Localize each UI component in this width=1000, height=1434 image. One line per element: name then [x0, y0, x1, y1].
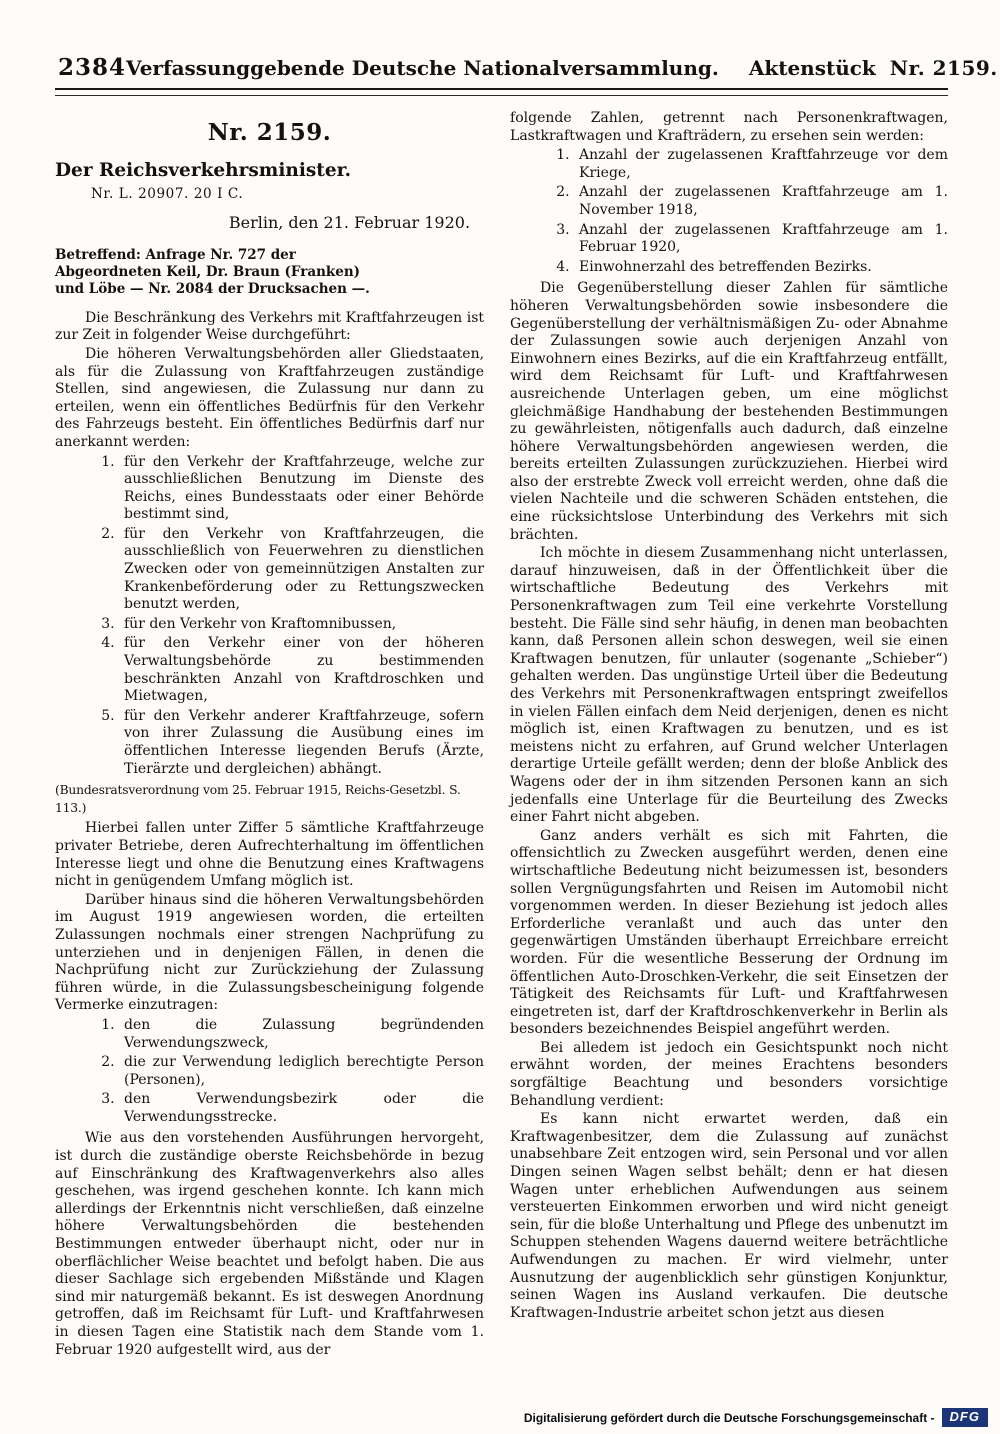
list-item: 4. für den Verkehr einer von der höheren Verwaltungsbehörde zu bestimmenden beschränkten Anzahl von Kraftdroschken und Mietwagen, [119, 635, 484, 705]
dateline: Berlin, den 21. Februar 1920. [228, 212, 471, 232]
list-item: 5. für den Verkehr anderer Kraftfahrzeuge, sofern von ihrer Zulassung die Ausübung eines im öffentlichen Interesse liegenden Berufs (Ärzte, Tierärzte und dergleichen) abhängt. [119, 708, 484, 778]
left-column-body [55, 310, 484, 1359]
list-item: 2. Anzahl der zugelassenen Kraftfahrzeuge am 1. November 1918, [574, 184, 948, 219]
source-note: (Bundesratsverordnung vom 25. Februar 1915, Reichs-Gesetzbl. S. 113.) [55, 783, 461, 815]
file-reference: Nr. L. 20907. 20 I C. [91, 186, 244, 203]
numbered-list [55, 1017, 484, 1127]
paragraph: folgende Zahlen, getrennt nach Personenkraftwagen, Lastkraftwagen und Krafträdern, zu ersehen sein werden: [510, 110, 948, 144]
left-column [55, 110, 484, 1360]
list-item: 4. Einwohnerzahl des betreffenden Bezirks. [574, 259, 948, 277]
list-item: 1. den die Zulassung begründenden Verwendungszweck, [119, 1017, 484, 1052]
document-number-heading: Nr. 2159. [207, 119, 332, 146]
paragraph: Es kann nicht erwartet werden, daß ein Kraftwagenbesitzer, dem die Zulassung auf zunächst unabsehbare Zeit entzogen wird, sein Personal und vor allen Dingen seinen Wagen selbst behält; denn er hat diesen Wagen unter erheblichen Aufwendungen aus seinem versteuerten Einkommen erworben und wird nicht geneigt sein, für die bloße Unterhaltung und Pflege des unbenutzt im Schuppen stehenden Wagens dauernd weitere beträchtliche Aufwendungen zu machen. Er wird vielmehr, unter Ausnutzung der augenblicklich sehr günstigen Konjunktur, seinen Wagen ins Ausland verkaufen. Die deutsche Kraftwagen-Industrie arbeitet schon jetzt aus diesen [510, 1111, 948, 1321]
header-rule [55, 88, 948, 96]
page-number: 2384 [58, 54, 127, 81]
list-item: 3. Anzahl der zugelassenen Kraftfahrzeuge am 1. Februar 1920, [574, 222, 948, 257]
paragraph: Ganz anders verhält es sich mit Fahrten, die offensichtlich zu Zwecken ausgeführt werden, denen eine wirtschaftliche Bedeutung nicht beizumessen ist, besonders sollen Vergnügungsfahrten und Reisen im Automobil nicht vorgenommen werden. In dieser Beziehung ist jedoch alles Erforderliche veranlaßt und auch das unter den gegenwärtigen Umständen überhaupt Erreichbare erreicht worden. Für die wesentliche Besserung der Ordnung im öffentlichen Auto-Droschken-Verkehr, die seit Einsetzen der Tätigkeit des Reichsamts für Luft- und Kraftfahrwesen eingetreten ist, darf der Kraftdroschkenverkehr in Berlin als besonders bezeichnendes Beispiel angeführt werden. [510, 827, 948, 1038]
paragraph: Wie aus den vorstehenden Ausführungen hervorgeht, ist durch die zuständige oberste Reichsbehörde in bezug auf Einschränkung des Kraftwagenverkehrs also alles geschehen, was irgend geschehen konnte. Ich kann mich allerdings der Erkenntnis nicht verschließen, daß einzelne höhere Verwaltungsbehörden die bestehenden Bestimmungen entweder überhaupt nicht, oder nur in oberflächlicher Weise beachtet und befolgt haben. Die aus dieser Sachlage sich ergebenden Mißstände und Klagen sind mir naturgemäß bekannt. Es ist deswegen Anordnung getroffen, daß im Reichsamt für Luft- und Kraftfahrwesen in diesen Tagen eine Statistik nach dem Stande vom 1. Februar 1920 aufgestellt wird, aus der [55, 1130, 485, 1358]
list-item: 2. die zur Verwendung lediglich berechtigte Person (Personen), [119, 1054, 484, 1089]
right-column [510, 110, 948, 1360]
numbered-list [55, 454, 484, 779]
list-item: 3. den Verwendungsbezirk oder die Verwendungsstrecke. [119, 1091, 484, 1126]
aktenstueck-prefix: Aktenstück [748, 56, 876, 80]
list-item: 1. Anzahl der zugelassenen Kraftfahrzeuge vor dem Kriege, [574, 147, 948, 182]
aktenstueck-label [749, 56, 998, 80]
paragraph: Hierbei fallen unter Ziffer 5 sämtliche Kraftfahrzeuge privater Betriebe, deren Aufrechterhaltung im öffentlichen Interesse liegt und ohne die Benutzung eines Kraftwagens nicht in genügendem Umfang möglich ist. [55, 820, 485, 890]
paragraph: Ich möchte in diesem Zusammenhang nicht unterlassen, darauf hinzuweisen, daß in der Öffentlichkeit über die wirtschaftliche Bedeutung des Verkehrs mit Personenkraftwagen zum Teil eine verkehrte Vorstellung besteht. Die Fälle sind sehr häufig, in denen man beobachten kann, daß Personen allein schon deswegen, weil sie einen Kraftwagen benutzen, für unlauter (sogenante „Schieber“) gehalten werden. Das ungünstige Urteil über die Bedeutung des Verkehrs mit Personenkraftwagen entspringt zweifellos in vielen Fällen einfach dem Neid derjenigen, denen es nicht möglich ist, einen Kraftwagen zu benutzen, und es ist meistens nicht zu erfahren, auf Grund welcher Unterlagen derartige Urteile gefällt werden; denn der bloße Anblick des Wagens oder der in ihm sitzenden Personen kann an sich jedenfalls eine Unterlage für die Beurteilung des Zwecks einer Fahrt nicht abgeben. [510, 545, 948, 826]
list-item: 1. für den Verkehr der Kraftfahrzeuge, welche zur ausschließlichen Benutzung im Dienste des Reichs, eines Bundesstaats oder einer Behörde bestimmt sind, [119, 454, 484, 524]
right-column-body [510, 110, 948, 1322]
digitization-credit: Digitalisierung gefördert durch die Deutsche Forschungsgemeinschaft - [523, 1410, 935, 1425]
sender-title: Der Reichsverkehrsminister. [55, 159, 352, 181]
list-item: 2. für den Verkehr von Kraftfahrzeugen, die ausschließlich von Feuerwehren zu dienstlichen Zwecken oder von gemeinnützigen Anstalten zur Krankenbeförderung oder zu Rettungszwecken benutzt werden, [119, 526, 484, 614]
paragraph: Die Gegenüberstellung dieser Zahlen für sämtliche höheren Verwaltungsbehörden sowie insbesondere die Gegenüberstellung der verhältnismäßigen Zu- oder Abnahme der Zulassungen sowie auch derjenigen Anzahl von Einwohnern eines Bezirks, auf die ein Kraftfahrzeug entfällt, wird dem Reichsamt für Luft- und Kraftfahrwesen ausreichende Unterlagen geben, um eine möglichst gleichmäßige Handhabung der bestehenden Bestimmungen zu gewährleisten, nötigenfalls auch dadurch, daß einzelne höhere Verwaltungsbehörden angewiesen werden, die bereits erteilten Zulassungen zurückzuziehen. Hierbei wird also der erstrebte Zweck voll erreicht werden, ohne daß die vielen Nachteile und die schweren Schäden entstehen, die eine rücksichtslose Unterbindung des Verkehrs mit sich brächten. [510, 280, 948, 543]
page-header [0, 0, 1000, 81]
dfg-logo: DFG [942, 1408, 988, 1427]
text-columns [0, 96, 1000, 1360]
aktenstueck-number: Nr. 2159. [889, 56, 998, 80]
header-titles [126, 56, 1000, 80]
subject-block: Betreffend: Anfrage Nr. 727 der Abgeordneten Keil, Dr. Braun (Franken) und Löbe — Nr. 2084 der Drucksachen —. [55, 247, 370, 297]
running-title: Verfassunggebende Deutsche Nationalversammlung. [126, 56, 719, 80]
digitization-footer [524, 1408, 988, 1427]
paragraph: Bei alledem ist jedoch ein Gesichtspunkt noch nicht erwähnt worden, der meines Erachtens besonders sorgfältige Beachtung und besonders vorsichtige Behandlung verdient: [510, 1039, 948, 1109]
paragraph: Die höheren Verwaltungsbehörden aller Gliedstaaten, als für die Zulassung von Kraftfahrzeugen zuständige Stellen, sind angewiesen, die Zulassung nur dann zu erteilen, wenn ein öffentliches Bedürfnis für den Verkehr des Fahrzeugs besteht. Ein öffentliches Bedürfnis darf nur anerkannt werden: [55, 345, 485, 450]
paragraph: Darüber hinaus sind die höheren Verwaltungsbehörden im August 1919 angewiesen worden, die erteilten Zulassungen nochmals einer strengen Nachprüfung zu unterziehen und in denjenigen Fällen, in denen die Nachprüfung nicht zur Zurückziehung der Zulassung führen würde, in die Zulassungsbescheinigung folgende Vermerke einzutragen: [55, 891, 485, 1014]
list-item: 3. für den Verkehr von Kraftomnibussen, [119, 616, 484, 634]
paragraph: Die Beschränkung des Verkehrs mit Kraftfahrzeugen ist zur Zeit in folgender Weise durchgeführt: [55, 309, 485, 344]
numbered-list [510, 147, 948, 276]
